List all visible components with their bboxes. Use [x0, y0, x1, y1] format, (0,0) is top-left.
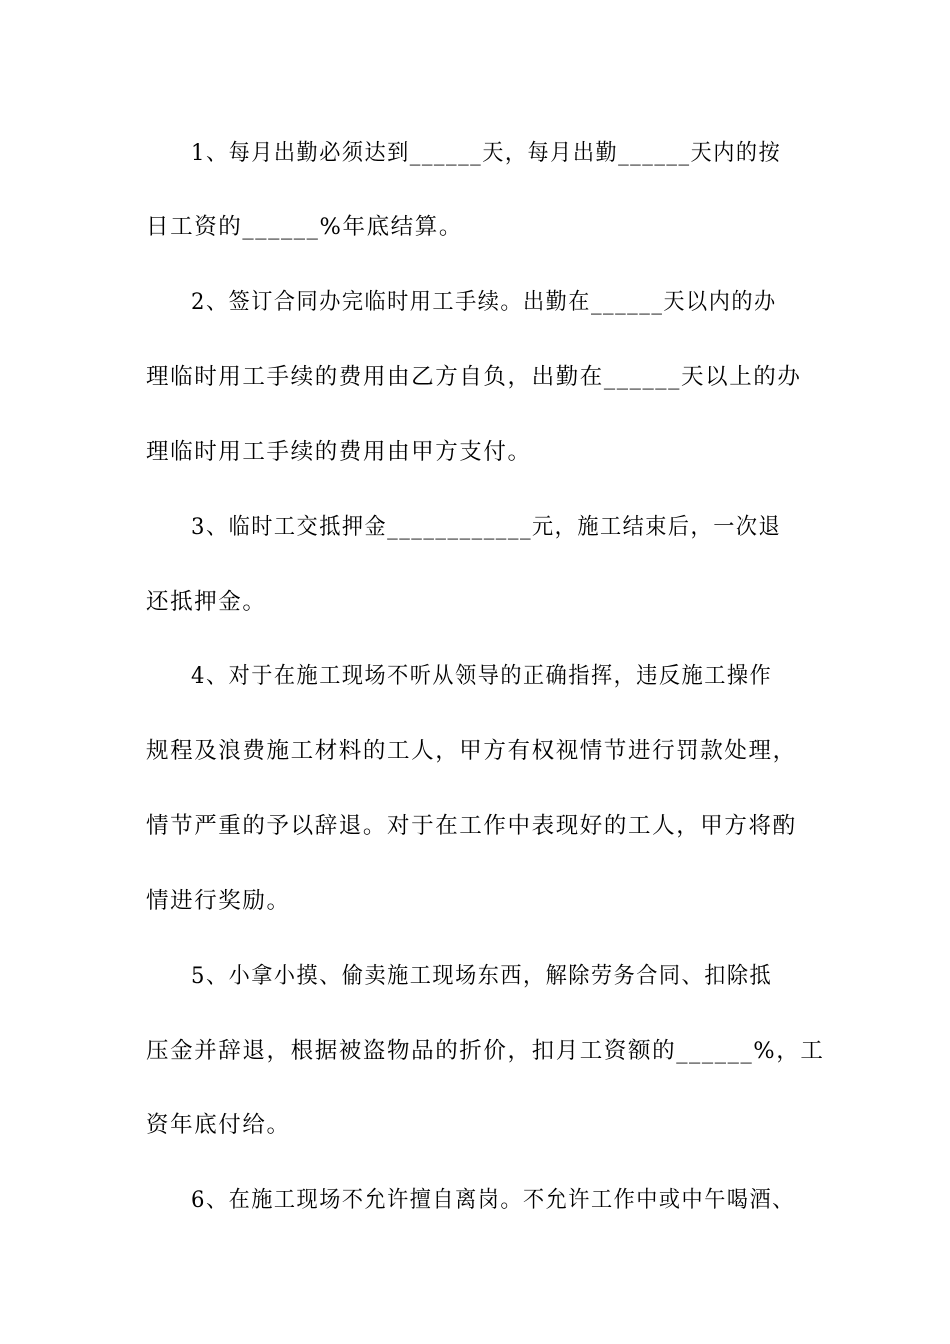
clause-5-line-3: 资年底付给。: [146, 1112, 291, 1138]
clause-2-line-3: 理临时用工手续的费用由甲方支付。: [146, 439, 532, 465]
clause-2-line-2: 理临时用工手续的费用由乙方自负，出勤在______天以上的办: [146, 364, 802, 390]
clause-5-line-1: 5、小拿小摸、偷卖施工现场东西，解除劳务合同、扣除抵: [191, 963, 773, 989]
clause-1-line-1: 1、每月出勤必须达到______天，每月出勤______天内的按: [191, 140, 782, 166]
clause-3-line-2: 还抵押金。: [146, 589, 267, 615]
clause-1-line-2: 日工资的______%年底结算。: [146, 214, 463, 240]
clause-4-line-3: 情节严重的予以辞退。对于在工作中表现好的工人，甲方将酌: [146, 813, 797, 839]
clause-4-line-4: 情进行奖励。: [146, 888, 291, 914]
clause-5-line-2: 压金并辞退，根据被盗物品的折价，扣月工资额的______%，工: [146, 1038, 825, 1064]
clause-2-line-1: 2、签订合同办完临时用工手续。出勤在______天以内的办: [191, 289, 777, 315]
clause-6-line-1: 6、在施工现场不允许擅自离岗。不允许工作中或中午喝酒、: [191, 1187, 795, 1213]
clause-4-line-1: 4、对于在施工现场不听从领导的正确指挥，违反施工操作: [191, 663, 773, 689]
clause-4-line-2: 规程及浪费施工材料的工人，甲方有权视情节进行罚款处理，: [146, 738, 797, 764]
clause-3-line-1: 3、临时工交抵押金____________元，施工结束后，一次退: [191, 514, 782, 540]
